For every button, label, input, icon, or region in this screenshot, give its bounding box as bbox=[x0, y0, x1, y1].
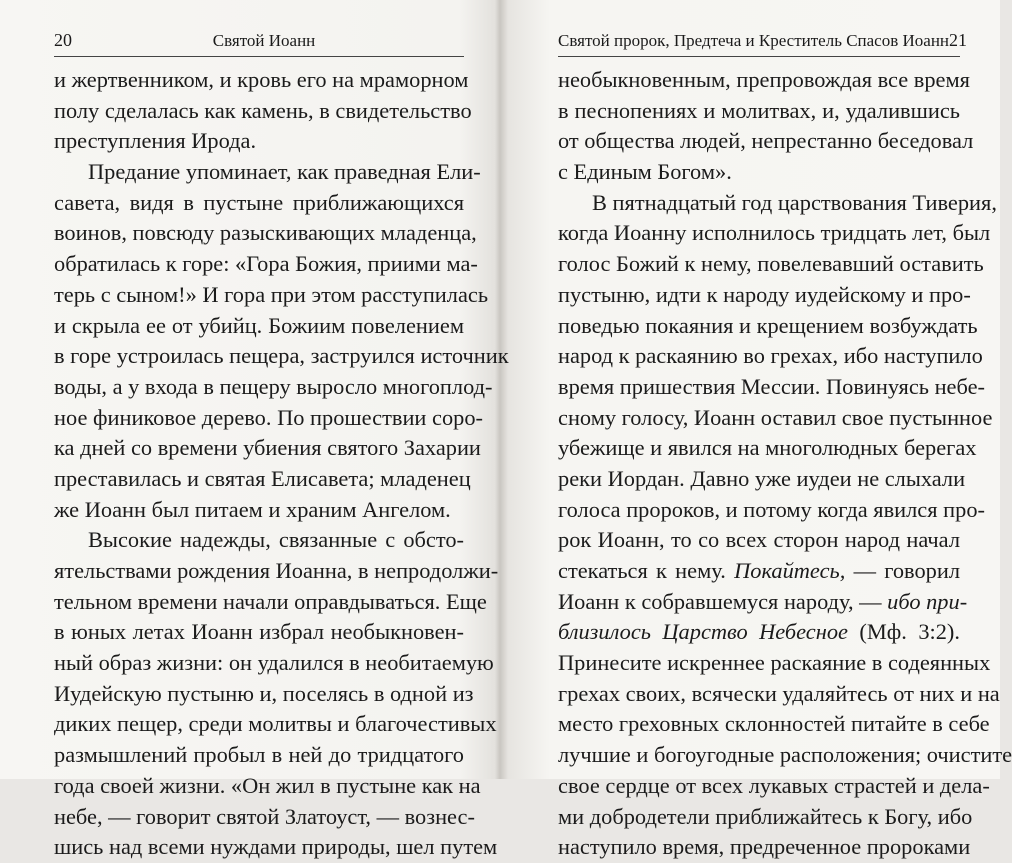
text-line bbox=[558, 709, 990, 740]
text-segment: — говорил bbox=[845, 558, 961, 583]
text-line bbox=[558, 617, 960, 648]
text-segment: голос Божий к нему, повелевавший оставить bbox=[558, 251, 984, 277]
right-page bbox=[500, 0, 1012, 860]
text-line bbox=[558, 249, 984, 280]
text-line bbox=[558, 771, 990, 802]
text-line: в юных летах Иоанн избрал необыкновен- bbox=[54, 619, 464, 645]
text-line bbox=[558, 65, 970, 96]
text-line bbox=[558, 341, 983, 372]
text-line: в горе устроилась пещера, заструился источник bbox=[54, 343, 509, 369]
text-line: диких пещер, среди молитвы и благочестивых bbox=[54, 711, 497, 737]
text-line: ятельствами рождения Иоанна, в непродолжи- bbox=[54, 558, 499, 583]
text-line bbox=[558, 372, 985, 403]
text-line: терь с сыном!» И гора при этом расступилась bbox=[54, 281, 489, 307]
text-segment: когда Иоанну исполнилось тридцать лет, был bbox=[558, 220, 991, 246]
text-line: и скрыла ее от убийц. Божиим повелением bbox=[54, 312, 464, 338]
text-line bbox=[558, 464, 966, 495]
text-line: небе, — говорит святой Златоуст, — вознес- bbox=[54, 803, 475, 829]
text-segment: место греховных склонностей питайте в себе bbox=[558, 711, 990, 737]
text-line: Иудейскую пустыню и, поселясь в одной из bbox=[54, 680, 474, 706]
right-running-head bbox=[558, 30, 968, 57]
text-line: ка дней со времени убиения святого Захарии bbox=[54, 435, 481, 461]
text-segment: в песнопениях и молитвах, и, удалившись bbox=[558, 97, 960, 123]
text-segment: рок Иоанн, то со всех сторон народ начал bbox=[558, 527, 960, 553]
left-running-head bbox=[54, 30, 464, 57]
text-segment: свое сердце от всех лукавых страстей и дела- bbox=[558, 772, 990, 798]
text-segment: лучшие и богоугодные расположения; очистите bbox=[558, 742, 1012, 768]
text-line: преступления Ирода. bbox=[54, 128, 257, 154]
text-line bbox=[558, 802, 973, 833]
text-segment: Иоанн к собравшемуся народу, — bbox=[558, 588, 888, 614]
text-segment: (Мф. 3:2). bbox=[848, 619, 960, 645]
italic-text-segment: ибо при- bbox=[887, 588, 968, 614]
left-page-body bbox=[54, 65, 509, 863]
text-line bbox=[558, 587, 968, 618]
text-segment: ми добродетели приближайтесь к Богу, ибо bbox=[558, 803, 973, 829]
text-line bbox=[558, 157, 960, 188]
text-line bbox=[558, 433, 977, 464]
italic-text-segment: близилось Царство Небесное bbox=[558, 619, 848, 645]
text-segment: реки Иордан. Давно уже иудеи не слыхали bbox=[558, 465, 966, 491]
text-line bbox=[558, 126, 974, 157]
text-line: ный образ жизни: он удалился в необитаемую bbox=[54, 650, 494, 676]
text-line: тельном времени начали оправдываться. Еще bbox=[54, 588, 487, 614]
text-segment: необыкновенным, препровождая все время bbox=[558, 67, 970, 92]
left-page-number: 20 bbox=[54, 30, 72, 50]
text-line: шись над всеми нуждами природы, шел путем bbox=[54, 834, 498, 860]
text-line bbox=[558, 679, 1000, 710]
text-line bbox=[558, 740, 1012, 771]
text-line: ное финиковое дерево. По прошествии соро- bbox=[54, 404, 483, 430]
text-line bbox=[558, 311, 978, 342]
text-segment: Принесите искреннее раскаяние в содеянных bbox=[558, 650, 991, 676]
text-line bbox=[558, 280, 971, 311]
text-line: савета, видя в пустыне приближающихся bbox=[54, 189, 464, 215]
right-page-body bbox=[558, 65, 1012, 863]
text-line: полу сделалась как камень, в свидетельство bbox=[54, 97, 472, 123]
text-line bbox=[558, 96, 960, 127]
text-segment: пустыню, идти к народу иудейскому и про- bbox=[558, 281, 971, 307]
text-line bbox=[558, 556, 960, 587]
left-running-head-title: Святой Иоанн bbox=[212, 31, 316, 50]
text-line bbox=[558, 495, 985, 526]
text-segment: грехах своих, всячески удаляйтесь от них и на bbox=[558, 680, 1000, 706]
text-segment: с Единым Богом». bbox=[558, 159, 732, 185]
right-running-head-title: Святой пророк, Предтеча и Креститель Спасов Иоанн bbox=[558, 31, 950, 50]
text-line: воинов, повсюду разыскивающих младенца, bbox=[54, 220, 477, 246]
text-segment: голоса пророков, и потому когда явился про- bbox=[558, 496, 985, 522]
text-line: и жертвенником, и кровь его на мраморном bbox=[54, 67, 469, 92]
text-segment: убежище и явился на многолюдных берегах bbox=[558, 435, 977, 461]
italic-text-segment: Покайтесь, bbox=[734, 558, 846, 583]
text-segment: наступило время, предреченное пророками bbox=[558, 834, 971, 860]
text-line: года своей жизни. «Он жил в пустыне как на bbox=[54, 772, 481, 798]
text-segment: В пятнадцатый год царствования Тиверия, bbox=[592, 189, 997, 215]
text-segment: стекаться к нему. bbox=[558, 558, 735, 583]
text-line: же Иоанн был питаем и храним Ангелом. bbox=[54, 496, 451, 522]
text-line bbox=[558, 525, 960, 556]
text-segment: от общества людей, непрестанно беседовал bbox=[558, 128, 974, 154]
text-line bbox=[558, 188, 997, 219]
text-line bbox=[558, 832, 971, 863]
text-segment: сному голосу, Иоанн оставил свое пустынное bbox=[558, 404, 993, 430]
right-page-number: 21 bbox=[949, 30, 968, 50]
text-line bbox=[558, 403, 993, 434]
text-segment: народ к раскаянию во грехах, ибо наступило bbox=[558, 343, 983, 369]
text-line: размышлений пробыл в ней до тридцатого bbox=[54, 742, 464, 768]
text-segment: поведью покаяния и крещением возбуждать bbox=[558, 312, 978, 338]
text-line: Высокие надежды, связанные с обсто- bbox=[88, 527, 464, 553]
text-line: Предание упоминает, как праведная Ели- bbox=[88, 159, 481, 185]
text-line: преставилась и святая Елисавета; младенец bbox=[54, 465, 471, 491]
text-line bbox=[558, 218, 991, 249]
text-segment: время пришествия Мессии. Повинуясь небе- bbox=[558, 373, 985, 399]
text-line: обратилась к горе: «Гора Божия, приими ма- bbox=[54, 251, 478, 277]
text-line bbox=[558, 648, 991, 679]
text-line: воды, а у входа в пещеру выросло многоплод- bbox=[54, 373, 493, 399]
